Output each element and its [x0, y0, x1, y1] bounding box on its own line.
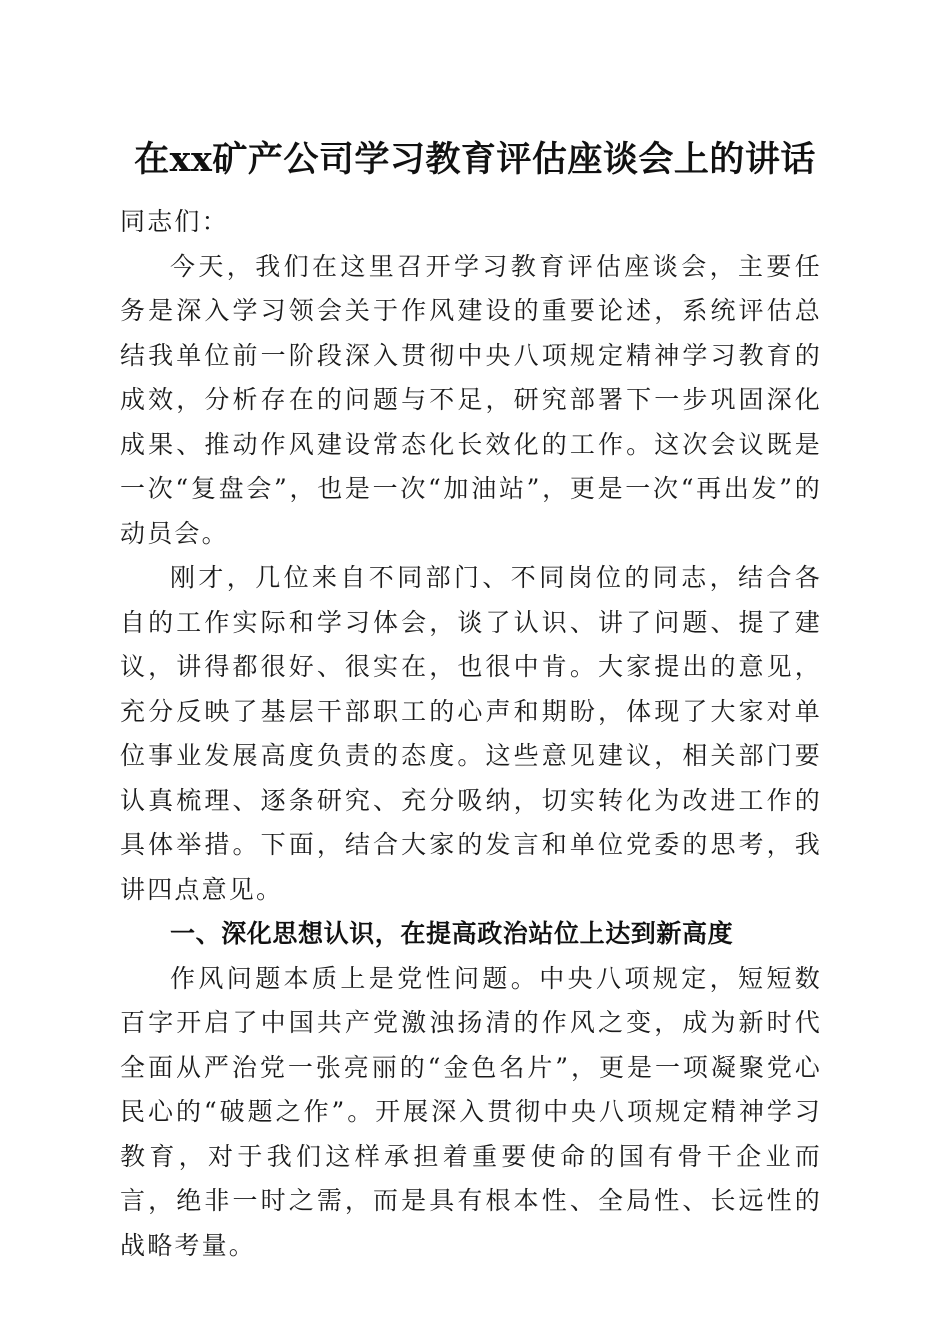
- paragraph-feedback: 刚才，几位来自不同部门、不同岗位的同志，结合各自的工作实际和学习体会，谈了认识、讲了问题、提了建议，讲得都很好、很实在，也很中肯。大家提出的意见，充分反映了基层干部职工的心声和期盼，体现了大家对单位事业发展高度负责的态度。这些意见建议，相关部门要认真梳理、逐条研究、充分吸纳，切实转化为改进工作的具体举措。下面，结合大家的发言和单位党委的思考，我讲四点意见。: [120, 563, 822, 904]
- document-body: [120, 200, 822, 1268]
- section-heading: 一、深化思想认识，在提高政治站位上达到新高度: [170, 919, 734, 948]
- document-title: 在xx矿产公司学习教育评估座谈会上的讲话: [134, 139, 816, 180]
- paragraph-section-one: 作风问题本质上是党性问题。中央八项规定，短短数百字开启了中国共产党激浊扬清的作风之变，成为新时代全面从严治党一张亮丽的“金色名片”，更是一项凝聚党心民心的“破题之作”。开展深入贯彻中央八项规定精神学习教育，对于我们这样承担着重要使命的国有骨干企业而言，绝非一时之需，而是具有根本性、全局性、长远性的战略考量。: [120, 963, 822, 1260]
- paragraph-opening: 今天，我们在这里召开学习教育评估座谈会，主要任务是深入学习领会关于作风建设的重要论述，系统评估总结我单位前一阶段深入贯彻中央八项规定精神学习教育的成效，分析存在的问题与不足，研究部署下一步巩固深化成果、推动作风建设常态化长效化的工作。这次会议既是一次“复盘会”，也是一次“加油站”，更是一次“再出发”的动员会。: [120, 251, 822, 548]
- salutation: 同志们：: [120, 207, 229, 236]
